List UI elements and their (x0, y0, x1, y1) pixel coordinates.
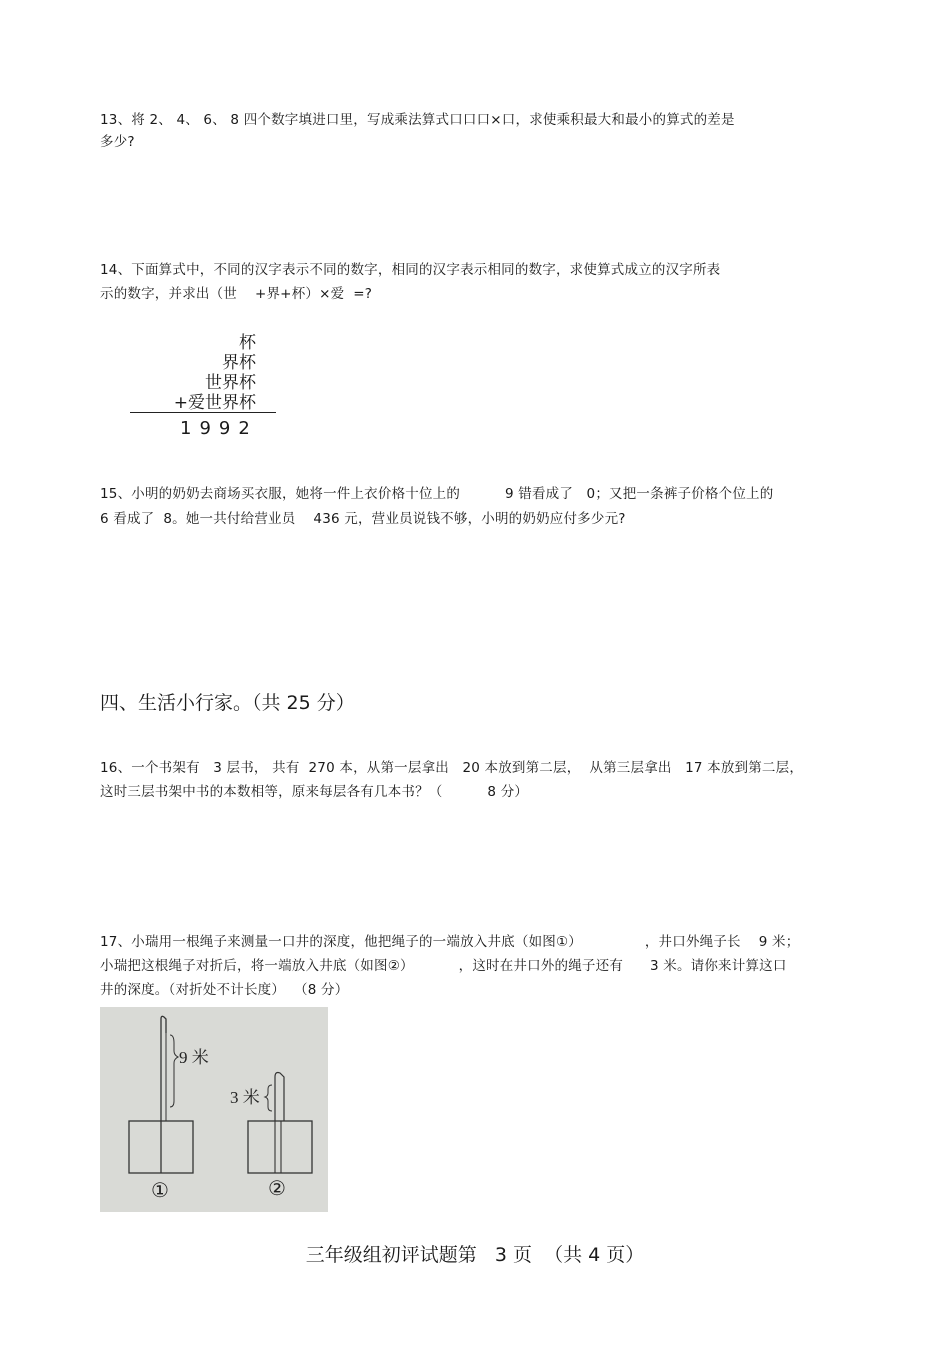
puzzle-row-2: 界杯 (222, 353, 256, 373)
page-footer: 三年级组初评试题第 3 页 （共 4 页） (305, 1244, 645, 1266)
q14-line-2: 示的数字，并求出（世 +界+杯）×爱 =? (100, 286, 373, 302)
figure-label-3m: 3 米 (230, 1088, 260, 1107)
q17-line-1: 17、小瑞用一根绳子来测量一口井的深度，他把绳子的一端放入井底（如图①） ，井口外绳子长 9 米； (100, 934, 800, 950)
section-4-title: 四、生活小行家。（共 25 分） (100, 692, 355, 714)
q16-line-1: 16、一个书架有 3 层书， 共有 270 本，从第一层拿出 20 本放到第二层， 从第三层拿出 17 本放到第二层， (100, 760, 804, 776)
addition-puzzle (130, 324, 280, 444)
figure-circle-2: ② (268, 1176, 286, 1200)
q17-line-2: 小瑞把这根绳子对折后，将一端放入井底（如图②） ，这时在井口外的绳子还有 3 米。请你来计算这口 (100, 958, 787, 974)
puzzle-row-4: +爱世界杯 (173, 393, 256, 413)
q13-line-1: 13、将 2、 4、 6、 8 四个数字填进口里，写成乘法算式口口口×口，求使乘积最大和最小的算式的差是 (100, 112, 735, 128)
q14-line-1: 14、下面算式中，不同的汉字表示不同的数字，相同的汉字表示相同的数字，求使算式成立的汉字所表 (100, 262, 721, 278)
q13-line-2: 多少? (100, 134, 135, 150)
puzzle-sum: 1992 (180, 418, 258, 439)
figure-label-9m: 9 米 (179, 1048, 209, 1067)
well-rope-figure (100, 1007, 328, 1212)
q16-line-2: 这时三层书架中书的本数相等，原来每层各有几本书？（ 8 分） (100, 784, 529, 800)
puzzle-row-3: 世界杯 (205, 373, 256, 393)
figure-background (100, 1007, 328, 1212)
figure-circle-1: ① (151, 1178, 169, 1202)
q15-line-1: 15、小明的奶奶去商场买衣服，她将一件上衣价格十位上的 9 错看成了 0；又把一条裤子价格个位上的 (100, 486, 774, 502)
puzzle-sum-rule (130, 412, 276, 413)
q15-line-2: 6 看成了 8。她一共付给营业员 436 元，营业员说钱不够，小明的奶奶应付多少元? (100, 511, 626, 527)
q17-line-3: 井的深度。（对折处不计长度） （8 分） (100, 982, 349, 998)
puzzle-row-1: 杯 (239, 333, 256, 353)
